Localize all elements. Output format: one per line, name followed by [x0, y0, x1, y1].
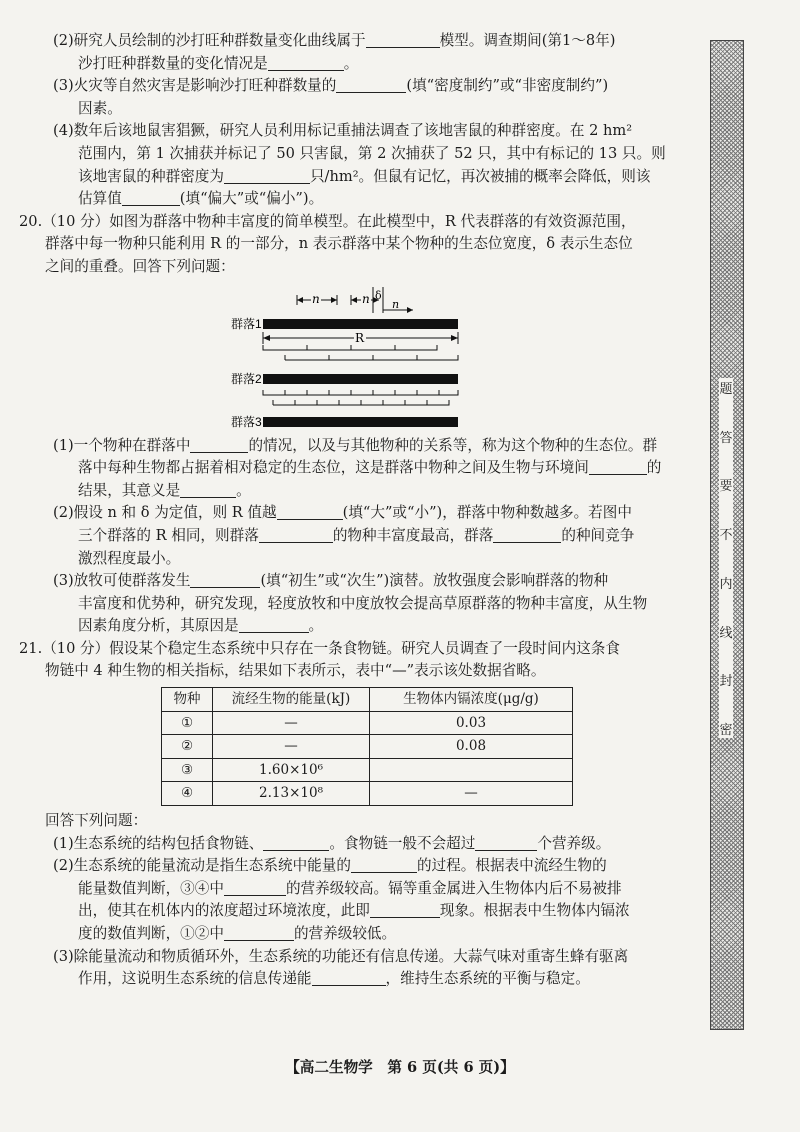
q21-data-table — [161, 687, 573, 806]
q21-part2-line4: 度的数值判断，①②中 的营养级较低。 — [78, 925, 397, 942]
q20-part3-line3: 因素角度分析，其原因是 。 — [78, 617, 324, 635]
q19-part2-line1: (2)研究人员绘制的沙打旺种群数量变化曲线属于 模型。调查期间(第1～8年) — [53, 32, 616, 49]
n-label-3: n — [392, 297, 400, 311]
answer-blank[interactable] — [370, 902, 440, 918]
seal-text-column — [719, 378, 733, 738]
niche-model-diagram — [45, 283, 695, 433]
q20-part1-line1: (1)一个物种在群落中 的情况，以及与其他物种的关系等，称为这个物种的生态位。群 — [53, 436, 658, 454]
table-cell — [370, 758, 573, 782]
table-cell: — — [213, 735, 370, 759]
resource-range-r-arrow — [263, 330, 458, 345]
answer-blank[interactable] — [336, 77, 406, 93]
q21-part3-line1: (3)除能量流动和物质循环外，生态系统的功能还有信息传递。大蒜气味对重寄生蜂有驱离 — [53, 947, 629, 965]
header-cadmium: 生物体内镉浓度(μg/g) — [370, 688, 573, 712]
header-energy: 流经生物的能量(kJ) — [213, 688, 370, 712]
answer-blank[interactable] — [224, 168, 310, 184]
table-row — [162, 758, 573, 782]
q20-heading-line1: 20.（10 分）如图为群落中物种丰富度的简单模型。在此模型中，R 代表群落的有效资源范围， — [19, 212, 636, 230]
seal-char: 密 — [719, 722, 733, 738]
answer-blank[interactable] — [268, 55, 344, 71]
q19-part4-line3: 该地害鼠的种群密度为 只/hm²。但鼠有记忆，再次被捕的概率会降低，则该 — [78, 167, 651, 185]
community-3-label: 群落3 — [231, 414, 262, 429]
community-3-bar — [263, 417, 458, 427]
answer-blank[interactable] — [122, 190, 180, 206]
answer-blank[interactable] — [312, 970, 386, 986]
answer-blank[interactable] — [224, 925, 294, 941]
table-row — [162, 735, 573, 759]
answer-blank[interactable] — [475, 835, 537, 851]
seal-char: 答 — [719, 430, 733, 446]
q20-part2-line3: 激烈程度最小。 — [78, 549, 181, 567]
answer-blank[interactable] — [224, 880, 286, 896]
answer-blank[interactable] — [263, 835, 329, 851]
q21-ask: 回答下列问题： — [45, 812, 148, 830]
answer-blank[interactable] — [351, 857, 417, 873]
answer-blank[interactable] — [190, 437, 248, 453]
q20-part2-line2: 三个群落的 R 相同，则群落 的物种丰富度最高，群落 的种间竞争 — [78, 526, 635, 544]
community-2-label: 群落2 — [231, 371, 262, 386]
seal-char: 题 — [719, 382, 733, 397]
answer-blank[interactable] — [259, 527, 333, 543]
q19-part4-line4: 估算值 (填“偏大”或“偏小”)。 — [78, 190, 324, 208]
community-1-label: 群落1 — [231, 316, 262, 331]
table-cell: — — [213, 711, 370, 735]
q20-heading-line2: 群落中每一物种只能利用 R 的一部分，n 表示群落中某个物种的生态位宽度，δ 表示生态位 — [45, 235, 633, 253]
community-1-niches — [263, 345, 458, 360]
table-cell: ② — [162, 735, 213, 759]
q20-part3-line2: 丰富度和优势种，研究发现，轻度放牧和中度放牧会提高草原群落的物种丰富度，从生物 — [78, 594, 648, 612]
delta-label: δ — [375, 288, 382, 302]
answer-blank[interactable] — [239, 617, 309, 633]
n-label-2: n — [362, 291, 370, 306]
q19-part2-line2: 沙打旺种群数量的变化情况是 。 — [78, 54, 359, 72]
q20-part3-line1: (3)放牧可使群落发生 (填“初生”或“次生”)演替。放牧强度会影响群落的物种 — [53, 572, 609, 590]
page-content — [19, 30, 695, 991]
answer-blank[interactable] — [190, 572, 260, 588]
table-cell: ③ — [162, 758, 213, 782]
q21-part3-line2: 作用，这说明生态系统的信息传递能 ，维持生态系统的平衡与稳定。 — [78, 970, 590, 988]
q19-part4-line1: (4)数年后该地鼠害猖獗，研究人员利用标记重捕法调查了该地害鼠的种群密度。在 2 hm² — [53, 122, 633, 140]
r-label: R — [355, 330, 365, 345]
niche-model-svg — [45, 283, 695, 433]
niche-overlap-delta — [373, 287, 413, 313]
seal-char: 线 — [719, 625, 733, 641]
q19-part3-line1: (3)火灾等自然灾害是影响沙打旺种群数量的 (填“密度制约”或“非密度制约”) — [53, 77, 609, 95]
table-cell: 2.13×10⁸ — [213, 782, 370, 806]
q20-part1-line3: 结果，其意义是 。 — [78, 481, 251, 499]
community-3-niches — [263, 390, 458, 405]
answer-blank[interactable] — [493, 527, 561, 543]
community-2-bar — [263, 374, 458, 384]
answer-blank[interactable] — [366, 32, 440, 48]
table-cell: 0.03 — [370, 711, 573, 735]
seal-char: 不 — [719, 528, 733, 544]
q21-part2-line3: 出，使其在机体内的浓度超过环境浓度，此即 现象。根据表中生物体内镉浓 — [78, 902, 630, 920]
niche-width-n-arrow — [297, 292, 337, 306]
table-header-row — [162, 688, 573, 712]
table-cell: ④ — [162, 782, 213, 806]
table-cell: 1.60×10⁶ — [213, 758, 370, 782]
q21-heading-line1: 21.（10 分）假设某个稳定生态系统中只存在一条食物链。研究人员调查了一段时间内这条食 — [19, 639, 620, 657]
q19-part4-line2: 范围内，第 1 次捕获并标记了 50 只害鼠，第 2 次捕获了 52 只，其中有标记的 13 只。则 — [78, 144, 666, 162]
q21-heading-line2: 物链中 4 种生物的相关指标，结果如下表所示，表中“—”表示该处数据省略。 — [45, 662, 546, 680]
table-cell: ① — [162, 711, 213, 735]
answer-blank[interactable] — [180, 482, 236, 498]
seal-char: 内 — [719, 576, 733, 592]
table-row — [162, 782, 573, 806]
seal-char: 封 — [719, 674, 733, 690]
table-cell: 0.08 — [370, 735, 573, 759]
header-species: 物种 — [162, 688, 213, 712]
q19-part3-line2: 因素。 — [78, 99, 122, 117]
answer-blank[interactable] — [589, 459, 647, 475]
q20-part2-line1: (2)假设 n 和 δ 为定值，则 R 值越 (填“大”或“小”)，群落中物种数越多。若图中 — [53, 504, 632, 522]
q21-table-wrap — [161, 687, 695, 806]
page-footer: 【高二生物学 第 6 页(共 6 页)】 — [285, 1059, 515, 1076]
q21-part2-line2: 能量数值判断，③④中 的营养级较高。镉等重金属进入生物体内后不易被排 — [78, 879, 622, 897]
q21-part2-line1: (2)生态系统的能量流动是指生态系统中能量的 的过程。根据表中流经生物的 — [53, 857, 607, 875]
answer-blank[interactable] — [277, 504, 343, 520]
seal-char: 要 — [719, 479, 733, 495]
n-label: n — [312, 291, 320, 306]
community-1-bar — [263, 319, 458, 329]
q21-part1-line1: (1)生态系统的结构包括食物链、 。食物链一般不会超过 个营养级。 — [53, 834, 611, 852]
table-row — [162, 711, 573, 735]
table-cell: — — [370, 782, 573, 806]
q20-heading-line3: 之间的重叠。回答下列问题： — [45, 257, 235, 275]
q20-part1-line2: 落中每种生物都占据着相对稳定的生态位，这是群落中物种之间及生物与环境间 的 — [78, 459, 662, 477]
